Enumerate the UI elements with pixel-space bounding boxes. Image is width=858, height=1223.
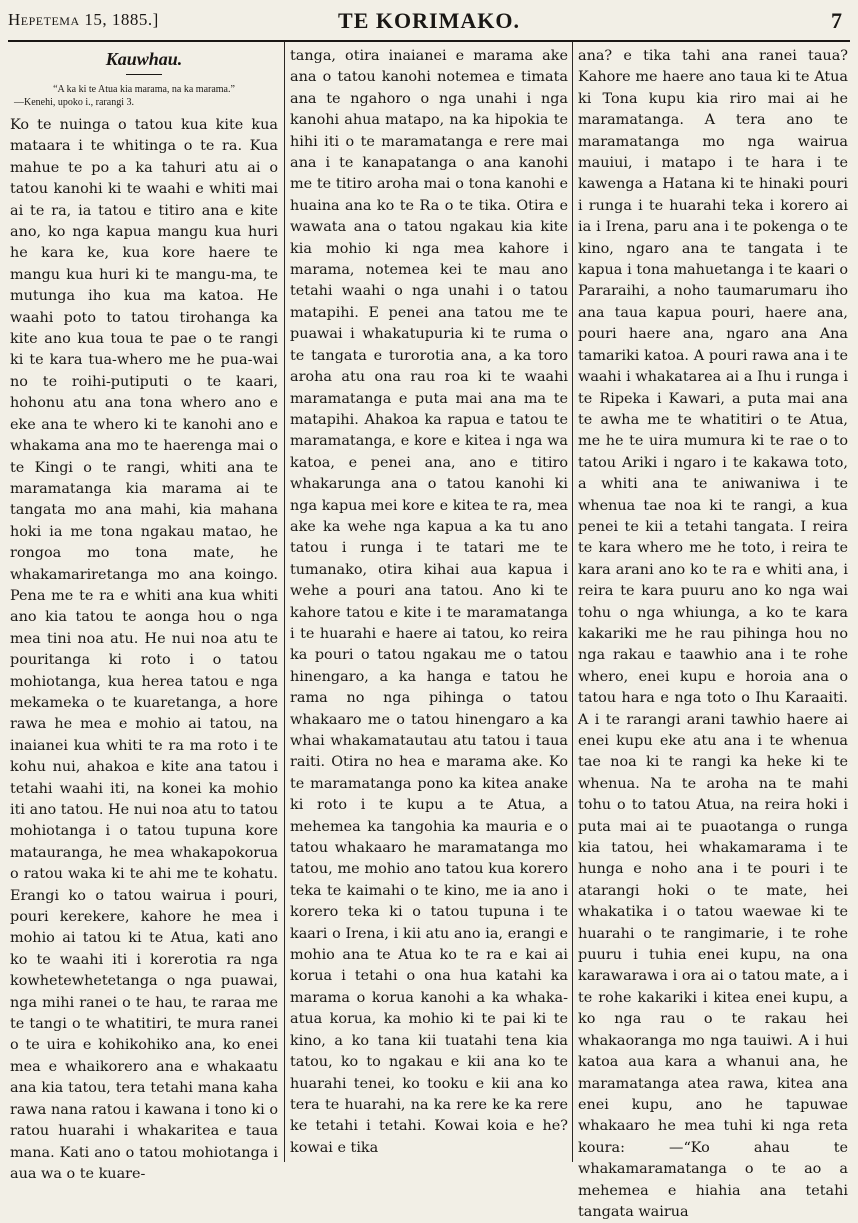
column-3 [578,46,848,1220]
epigraph-citation: —Kenehi, upoko i., rarangi 3. [14,97,134,108]
heading-rule [126,74,162,75]
masthead [8,6,850,42]
column-divider [284,42,285,1162]
article-text-column-3: ana? e tika tahi ana ranei taua? Kahore me haere ano taua ki te Atua ki Tona kupu kia riro mai ai he maramatanga. A tera ano te maramatanga mo nga wairua mauiui, i matapo i te hara i te kawenga a Hatana ki te hinaki pouri i runga i te huarahi teka i korero ai ia i Irena, paru ana i te pokenga o te kino, ngaro ana te tangata i te kapua i tona mahuetanga i te kaari o Pararaihi, a noho taumarumaru iho ana taua kapua pouri, haere ana, pouri haere ana, ngaro ana Ana tamariki katoa. A pouri rawa ana i te waahi i whakatarea ai a Ihu i runga i te Ripeka i Kawari, a puta mai ana te awha me te whatitiri o te Atua, me he te uira mumura ki te rae o to tatou Ariki i ngaro i te kakawa toto, a whiti ana te aniwaniwa i te whenua tae noa ki te rangi, a kua penei te kii a tetahi tangata. I reira te kara whero me he toto, i reira te kara arani ano ko te ra e whiti ana, i reira te kara puuru ano ko nga wai tohu o nga whiunga, a ko te kara kakariki me he rau pihinga hou no nga rakau e taawhio ana i te rohe whero, enei kupu e horoia ana o tatou hara e nga toto o Ihu Karaaiti. A i te rarangi arani tawhio haere ai enei kupu eke atu ana i te whenua tae noa ki te rangi ka heke ki te whenua. Na te aroha na te mahi tohu o to tatou Atua, na reira hoki i puta mai ai te puaotanga o runga kia tatou, hei whakamarama i te hunga e noho ana i te pouri i te atarangi hoki o te mate, hei whakatika i o tatou waewae ki te huarahi o te rangimarie, i te rohe puuru i tuhia enei kupu, na ona karawarawa i ora ai o tatou mate, a i te rohe kakariki i kitea enei kupu, a ko nga rau o te rakau hei whakaoranga mo nga tauiwi. A i hui katoa aua kara a whanui ana, he maramatanga atea rawa, kitea ana enei kupu, ano he tapuwae whakaaro he mea tuhi ki nga reta koura: —“Ko ahau te whakamaramatanga o te ao a mehemea e hiahia ana tetahi tangata wairua [578,48,848,1220]
article-text-column-2: tanga, otira inaianei e marama ake ana o tatou kanohi notemea e timata ana te ngahoro o nga unahi i nga kanohi ahua matapo, na ka hipokia te hihi iti o te maramatanga e rere mai ana i te kanapatanga o ana kanohi me te titiro aroha mai o tona kanohi e huaina ana ko te Ra o te tika. Otira e wawata ana o tatou ngakau kia kite kia mohio ki nga mea kahore i marama, notemea kei te mau ano tetahi waahi o nga unahi i o tatou matapihi. E penei ana tatou me te puawai i whakatupuria ki te ruma o te tangata e turorotia ana, a ka toro aroha atu ona rau roa ki te waahi maramatanga e puta mai ana ma te matapihi. Ahakoa ka rapua e tatou te maramatanga, e kore e kitea i nga wa katoa, e penei ana, ano e titiro whakarunga ana o tatou kanohi ki nga kapua mei kore e kitea te ra, mea ake ka wehe nga kapua a ka tu ano tatou i runga i te tatari me te tumanako, otira kihai aua kapua i wehe a pouri ana tatou. Ano ki te kahore tatou e kite i te maramatanga i te huarahi e haere ai tatou, ko reira ka pouri o tatou ngakau me o tatou hinengaro, a ka hanga e tatou he rama no nga pihinga o tatou whakaaro me o tatou hinengaro a ka whai whakamatautau atu tatou i taua raiti. Otira no hea e marama ake. Ko te maramatanga pono ka kitea anake ki roto i te kupu a te Atua, a mehemea ka tangohia ka mauria e o tatou whakaaro he maramatanga mo tatou, me mohio ano tatou kua korero teka te kaimahi o te kino, me ia ano i korero teka ki o tatou tupuna i te kaari o Irena, i kii atu ano ia, erangi e mohio ana te Atua ko te ra e kai ai korua i tetahi o ona hua katahi ka marama o korua kanohi a ka whaka-atua korua, ka mohio ki te pai ki te kino, a ko tana kii tuatahi tena kia tatou, ko to ngakau e kii ana ko te huarahi tenei, ko tooku e kii ana ko tera te huarahi, na ka rere ke ka rere ke tetahi i tetahi. Kowai koia e he? kowai e tika [290,48,568,1156]
column-2 [290,46,568,1162]
epigraph-quote: “A ka ki te Atua kia marama, na ka marama.” [53,84,235,95]
article-heading: Kauwhau. [105,49,183,69]
column-1 [10,46,278,1182]
column-divider [572,42,573,1162]
newspaper-title: TE KORIMAKO. [338,8,520,33]
text-columns [0,42,858,1220]
page-number: 7 [831,8,842,33]
issue-date: Hepetema 15, 1885.] [8,10,159,29]
article-text-column-1: Ko te nuinga o tatou kua kite kua mataara i te whitinga o te ra. Kua mahue te po a ka tahuri atu ai o tatou kanohi ki te waahi e whiti mai ai te ra, ia tatou e titiro ana e kite ano, ko nga kapua mangu kua huri he kara ke, kua kore haere te mangu kua huri ki te mangu-ma, te mutunga iho kua ma katoa. He waahi poto to tatou tirohanga ka kite ano kua toua te pae o te rangi ki te kara tua-whero me he pua-wai no te roihi-putiputi o te kaari, hohonu atu ana tona whero ano e eke ana te whero ki te kanohi ano e whakama ana mo te haerenga mai o te Kingi o te rangi, whiti ana te maramatanga kia marama ai te tangata mo ana mahi, kia mahana hoki ia me tona ngakau matao, he rongoa mo tona mate, he whakamariretanga mo ana koingo. Pena me te ra e whiti ana kua whiti ano kia tatou te aonga hou o nga mea tini noa atu. He nui noa atu te pouritanga ki roto i o tatou mohiotanga, kua herea tatou e nga mekameka o te kuaretanga, a hore rawa he mea e mohio ai tatou, na inaianei kua whiti te ra ma roto i te kohu nui, ahakoa e kite ana tatou i tetahi waahi iti, na konei ka mohio iti ano tatou. He nui noa atu to tatou mohiotanga i o tatou tupuna kore matauranga, he mea whakapokorua o ratou waka ki te ahi me te kohatu. Erangi ko o tatou wairua i pouri, pouri kerekere, kahore he mea i mohio ai tatou ki te Atua, kati ano ko te waahi iti i korerotia ra nga kowhetewhetetanga o nga puawai, nga mihi ranei o te hau, te raraa me te tangi o te whatitiri, te mura ranei o te uira e kohikohiko ana, ko enei mea e whaikorero ana e whakaatu ana kia tatou, tera tetahi mana kaha rawa nana ratou i kawana i tono ki o ratou huarahi i whakaritea e taua mana. Kati ano o tatou mohiotanga i aua wa o te kuare- [10,117,278,1182]
